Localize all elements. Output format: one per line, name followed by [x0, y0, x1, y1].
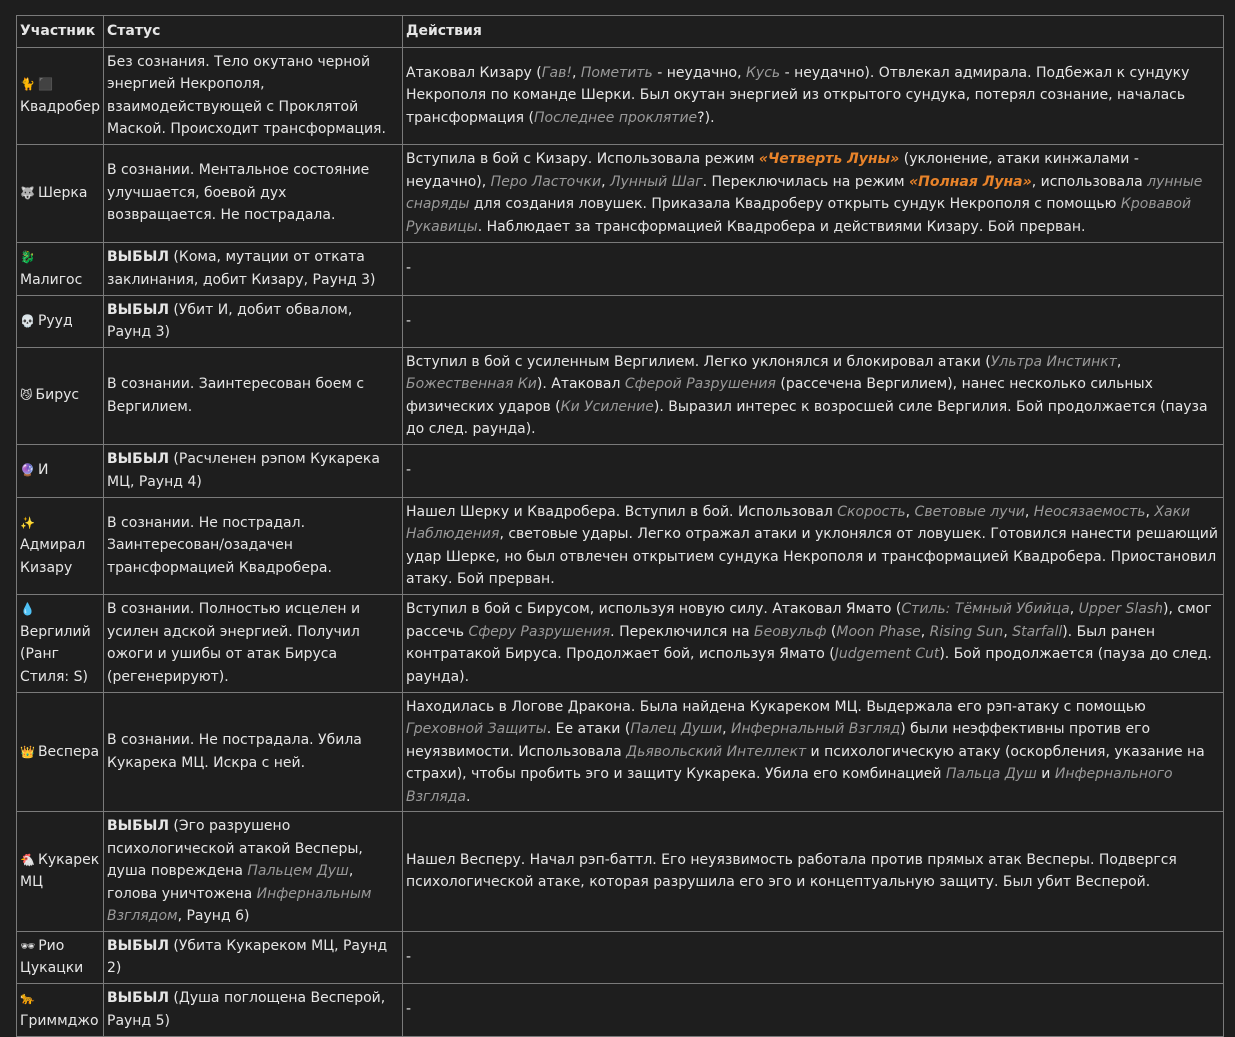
droplet-icon: 💧 — [20, 602, 35, 616]
participant-name: Бирус — [35, 387, 80, 404]
wolf-icon: 🐺 — [20, 185, 35, 200]
skull-icon: 💀 — [20, 313, 35, 328]
participant-cell — [17, 594, 104, 692]
status-cell: В сознании. Заинтересован боем с Вергилием. — [104, 347, 403, 444]
actions-cell: Атаковал Кизару (Гав!, Пометить - неудачно, Кусь - неудачно). Отвлекал адмирала. Подбежал к сундуку Некрополя по команде Шерки. Был окутан энергией из открытого сундука, потерял сознание, началась трансформация (Последнее проклятие?). — [403, 47, 1224, 144]
participant-name: Адмирал Кизару — [20, 537, 86, 576]
header-participant: Участник — [17, 16, 104, 48]
dragon-icon: 🐉 — [20, 250, 35, 264]
participant-name: Шерка — [37, 184, 88, 201]
status-cell: В сознании. Полностью исцелен и усилен адской энергией. Получил ожоги и ушибы от атак Бируса (регенерируют). — [104, 594, 403, 692]
status-cell: Без сознания. Тело окутано черной энергией Некрополя, взаимодействующей с Проклятой Маской. Происходит трансформация. — [104, 47, 403, 144]
participant-cell — [17, 295, 104, 347]
crown-icon: 👑 — [20, 744, 35, 759]
participant-name: Рууд — [37, 312, 73, 329]
actions-cell: - — [403, 983, 1224, 1036]
eliminated-label: ВЫБЫЛ — [107, 301, 169, 318]
table-row — [17, 692, 1224, 812]
status-cell: В сознании. Ментальное состояние улучшается, боевой дух возвращается. Не пострадала. — [104, 144, 403, 242]
participant-cell — [17, 692, 104, 812]
sparkles-icon: ✨ — [20, 515, 35, 530]
sunglasses-icon: 🕶 — [20, 938, 36, 953]
table-row — [17, 295, 1224, 347]
table-row — [17, 497, 1224, 594]
status-cell: ВЫБЫЛ (Убит И, добит обвалом, Раунд 3) — [104, 295, 403, 347]
participants-table — [16, 15, 1224, 1037]
header-status: Статус — [104, 16, 403, 48]
header-actions: Действия — [403, 16, 1224, 48]
table-row — [17, 444, 1224, 497]
tiger-icon: 😼 — [20, 388, 33, 403]
status-cell: ВЫБЫЛ (Убита Кукареком МЦ, Раунд 2) — [104, 931, 403, 983]
participant-name: Малигос — [20, 271, 83, 288]
participant-name: Рио Цукацки — [20, 937, 84, 976]
chicken-icon: 🐔 — [20, 852, 35, 867]
eliminated-label: ВЫБЫЛ — [107, 818, 169, 834]
table-row — [17, 812, 1224, 932]
table-row — [17, 242, 1224, 295]
table-row — [17, 594, 1224, 692]
participant-cell — [17, 812, 104, 932]
status-cell: В сознании. Не пострадала. Убила Кукарека МЦ. Искра с ней. — [104, 692, 403, 812]
participant-cell — [17, 497, 104, 594]
actions-cell: Нашел Шерку и Квадробера. Вступил в бой. Использовал Скорость, Световые лучи, Неосязаемость, Хаки Наблюдения, световые удары. Легко отражал атаки и уклонялся от ловушек. Готовился нанести решающий удар Шерке, но был отвлечен открытием сундука Некрополя и трансформацией Квадробера. Приостановил атаку. Бой прерван. — [403, 497, 1224, 594]
actions-cell: - — [403, 295, 1224, 347]
participant-name: Гриммджо — [20, 1012, 99, 1029]
actions-cell: - — [403, 444, 1224, 497]
participant-name: Веспера — [37, 743, 100, 760]
actions-cell: Вступила в бой с Кизару. Использовала режим «Четверть Луны» (уклонение, атаки кинжалами - неудачно), Перо Ласточки, Лунный Шаг. Переключилась на режим «Полная Луна», использовала лунные снаряды для создания ловушек. Приказала Квадроберу открыть сундук Некрополя с помощью Кровавой Рукавицы. Наблюдает за трансформацией Квадробера и действиями Кизару. Бой прерван. — [403, 144, 1224, 242]
table-header-row — [17, 16, 1224, 48]
participant-cell — [17, 444, 104, 497]
participant-name: Вергилий (Ранг Стиля: S) — [20, 623, 91, 685]
participant-cell — [17, 931, 104, 983]
status-cell: ВЫБЫЛ (Душа поглощена Весперой, Раунд 5) — [104, 983, 403, 1036]
leopard-icon: 🐆 — [20, 991, 35, 1005]
participant-cell — [17, 144, 104, 242]
participant-name: Кукарек МЦ — [20, 851, 100, 891]
actions-cell: Вступил в бой с Бирусом, используя новую силу. Атаковал Ямато (Стиль: Тёмный Убийца, Upper Slash), смог рассечь Сферу Разрушения. Переключился на Беовульф (Moon Phase, Rising Sun, Starfall). Был ранен контратакой Бируса. Продолжает бой, используя Ямато (Judgement Cut). Бой продолжается (пауза до след. раунда). — [403, 594, 1224, 692]
status-cell: ВЫБЫЛ (Эго разрушено психологической атакой Весперы, душа повреждена Пальцем Душ, голова уничтожена Инфернальным Взглядом, Раунд 6) — [104, 812, 403, 932]
table-row — [17, 983, 1224, 1036]
participant-name: И — [37, 462, 49, 479]
orb-icon: 🔮 — [20, 463, 35, 478]
actions-cell: - — [403, 242, 1224, 295]
eliminated-label: ВЫБЫЛ — [107, 451, 169, 467]
actions-cell: Вступил в бой с усиленным Вергилием. Легко уклонялся и блокировал атаки (Ультра Инстинкт, Божественная Ки). Атаковал Сферой Разрушения (рассечена Вергилием), нанес несколько сильных физических ударов (Ки Усиление). Выразил интерес к возросшей силе Вергилия. Бой продолжается (пауза до след. раунда). — [403, 347, 1224, 444]
status-cell: ВЫБЫЛ (Кома, мутации от отката заклинания, добит Кизару, Раунд 3) — [104, 242, 403, 295]
eliminated-label: ВЫБЫЛ — [107, 937, 169, 954]
participant-cell — [17, 983, 104, 1036]
actions-cell: Находилась в Логове Дракона. Была найдена Кукареком МЦ. Выдержала его рэп-атаку с помощью Греховной Защиты. Ее атаки (Палец Души, Инфернальный Взгляд) были неэффективны против его неуязвимости. Использовала Дьявольский Интеллект и психологическую атаку (оскорбления, указание на страхи), чтобы пробить эго и защиту Кукарека. Убила его комбинацией Пальца Душ и Инфернального Взгляда. — [403, 692, 1224, 812]
actions-cell: - — [403, 931, 1224, 983]
participant-cell — [17, 47, 104, 144]
table-row — [17, 144, 1224, 242]
table-row — [17, 931, 1224, 983]
participant-name: Квадробер — [20, 98, 101, 115]
eliminated-label: ВЫБЫЛ — [107, 990, 169, 1006]
participant-cell — [17, 242, 104, 295]
black-square-icon: ⬛ — [37, 77, 53, 91]
table-row — [17, 47, 1224, 144]
status-cell: ВЫБЫЛ (Расчленен рэпом Кукарека МЦ, Раунд 4) — [104, 444, 403, 497]
actions-cell: Нашел Весперу. Начал рэп-баттл. Его неуязвимость работала против прямых атак Весперы. Подвергся психологической атаке, которая разрушила его эго и концептуальную защиту. Был убит Весперой. — [403, 812, 1224, 932]
status-cell: В сознании. Не пострадал. Заинтересован/озадачен трансформацией Квадробера. — [104, 497, 403, 594]
participant-cell — [17, 347, 104, 444]
cat-icon: 🐈 — [20, 77, 35, 91]
eliminated-label: ВЫБЫЛ — [107, 249, 169, 265]
table-row — [17, 347, 1224, 444]
